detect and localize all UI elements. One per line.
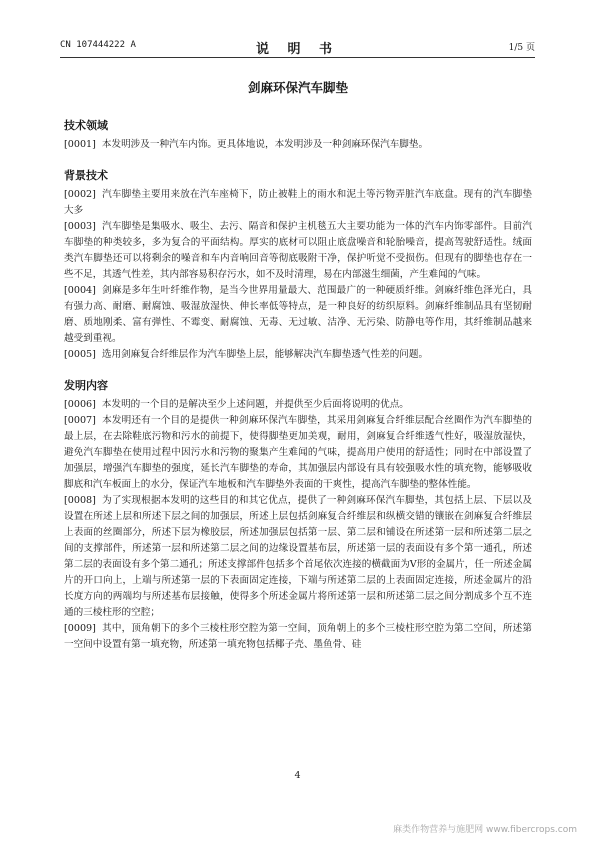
paragraph-text: 为了实现根据本发明的这些目的和其它优点，提供了一种剑麻环保汽车脚垫，其包括上层、下层以及设置在所述上层和所述下层之间的加强层，所述上层包括剑麻复合纤维层和纵横交错的镶嵌在剑麻复合纤维层上表面的丝圈部分，所述下层为橡胶层，所述加强层包括第一层、第二层和铺设在所述第一层和所述第二层之间的支撑部件，所述第一层和所述第二层之间的边缘设置基布层，所述第一层的表面设有多个第一通孔，所述第二层的表面设有多个第二通孔；所述支撑部件包括多个首尾依次连接的横截面为V形的金属片，任一所述金属片的开口向上，上端与所述第一层的下表面固定连接，下端与所述第二层的上表面固定连接，所述金属片的沿长度方向的两端均与所述基布层接触，使得多个所述金属片将所述第一层和所述第二层之间分割成多个互不连通的三棱柱形的空腔； <box>64 495 532 618</box>
section-summary <box>64 377 532 653</box>
header-rule <box>60 57 535 58</box>
paragraph-text: 本发明的一个目的是解决至少上述问题，并提供至少后面将说明的优点。 <box>101 399 409 410</box>
paragraph <box>64 621 532 653</box>
paragraph <box>64 493 532 621</box>
paragraph <box>64 137 532 153</box>
paragraph <box>64 187 532 219</box>
section-technical-field <box>64 117 532 153</box>
section-heading: 发明内容 <box>64 379 108 392</box>
document-body <box>64 78 532 653</box>
paragraph-text: 剑麻是多年生叶纤维作物，是当今世界用量最大、范围最广的一种硬质纤维。剑麻纤维色泽光白，具有强力高、耐磨、耐腐蚀、吸湿放湿快、伸长率低等特点，是一种良好的纺织原料。剑麻纤维制品具有坚韧耐磨、质地刚柔、富有弹性、不霉变、耐腐蚀、无毒、无过敏、洁净、无污染、防静电等作用，其纤维制品越来越受到重视。 <box>64 285 532 344</box>
page-number: 4 <box>294 770 301 781</box>
paragraph-text: 本发明还有一个目的是提供一种剑麻环保汽车脚垫，其采用剑麻复合纤维层配合丝圈作为汽车脚垫的最上层，在去除鞋底污物和污水的前提下，使得脚垫更加美观，耐用，剑麻复合纤维透气性好，吸湿放湿快，避免汽车脚垫在使用过程中因污水和污物的聚集产生难闻的气味，提高用户使用的舒适性；同时在中部设置了加强层，增强汽车脚垫的强度，延长汽车脚垫的寿命，其加强层内部设有具有较强吸水性的填充物，能够吸收脚底和汽车板面上的水分，保证汽车地板和汽车脚垫外表面的干爽性，提高汽车脚垫的整体性能。 <box>64 415 532 490</box>
paragraph-number: [0005] <box>64 349 96 360</box>
paragraph <box>64 283 532 347</box>
paragraph-number: [0002] <box>64 189 96 200</box>
section-heading: 技术领域 <box>64 119 108 132</box>
paragraph-number: [0008] <box>64 495 96 506</box>
page-header <box>60 38 535 56</box>
paragraph-text: 其中，顶角朝下的多个三棱柱形空腔为第一空间，顶角朝上的多个三棱柱形空腔为第二空间，所述第一空间中设置有第一填充物，所述第一填充物包括椰子壳、墨鱼骨、硅 <box>64 623 532 650</box>
document-type: 说 明 书 <box>255 42 340 57</box>
paragraph <box>64 219 532 283</box>
paragraph <box>64 397 532 413</box>
paragraph-number: [0004] <box>64 285 96 296</box>
section-background <box>64 167 532 363</box>
paragraph-number: [0006] <box>64 399 96 410</box>
paragraph-text: 选用剑麻复合纤维层作为汽车脚垫上层，能够解决汽车脚垫透气性差的问题。 <box>101 349 429 360</box>
watermark: 麻类作物营养与施肥网 www.fibercrops.com <box>393 825 577 835</box>
paragraph <box>64 347 532 363</box>
paragraph-number: [0007] <box>64 415 96 426</box>
paragraph-text: 本发明涉及一种汽车内饰。更具体地说，本发明涉及一种剑麻环保汽车脚垫。 <box>101 139 429 150</box>
page-info: 1/5 页 <box>508 43 535 53</box>
paragraph-number: [0009] <box>64 623 96 634</box>
paragraph-number: [0001] <box>64 139 96 150</box>
paragraph-text: 汽车脚垫主要用来放在汽车座椅下，防止被鞋上的雨水和泥土等污物弄脏汽车底盘。现有的汽车脚垫大多 <box>64 189 532 216</box>
publication-number: CN 107444222 A <box>60 40 136 50</box>
paragraph-text: 汽车脚垫是集吸水、吸尘、去污、隔音和保护主机毯五大主要功能为一体的汽车内饰零部件。目前汽车脚垫的种类较多，多为复合的平面结构。厚实的底材可以阻止底盘噪音和轮胎噪音，提高驾驶舒适性。绒面类汽车脚垫还可以将剩余的噪音和车内音响回音等彻底吸附干净，保护听觉不受损伤。但现有的脚垫也存在一些不足，其透气性差，其内部容易积存污水，如不及时清理，易在内部滋生细菌，产生难闻的气味。 <box>64 221 532 280</box>
section-heading: 背景技术 <box>64 169 108 182</box>
document-title: 剑麻环保汽车脚垫 <box>247 80 348 95</box>
paragraph <box>64 413 532 493</box>
paragraph-number: [0003] <box>64 221 96 232</box>
